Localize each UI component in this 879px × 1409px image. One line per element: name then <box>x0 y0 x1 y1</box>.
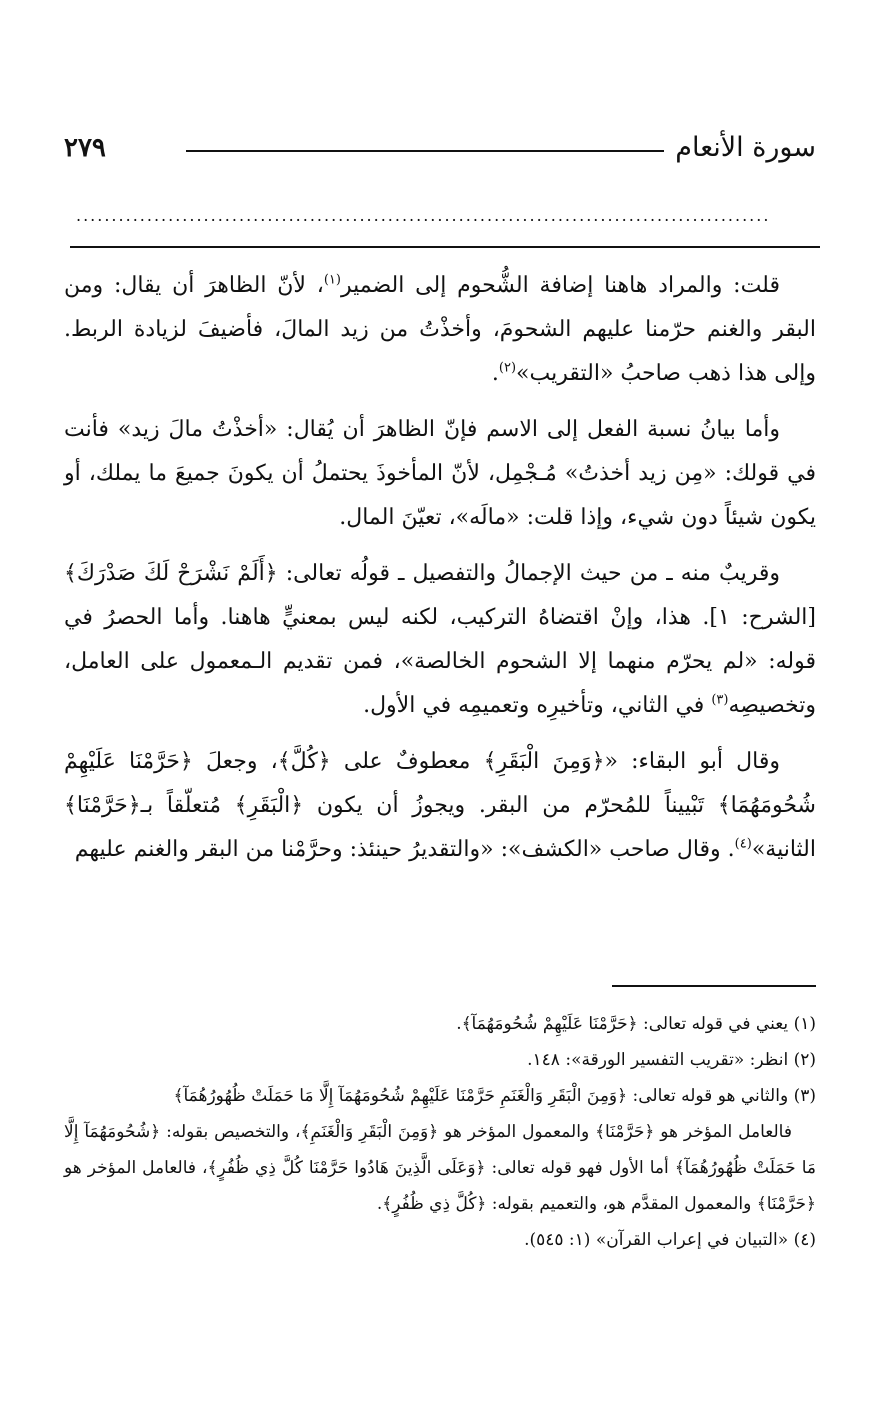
footnote-number: (١) <box>793 1014 816 1034</box>
footnote-text: «التبيان في إعراب القرآن» (١: ٥٤٥). <box>524 1230 789 1250</box>
paragraph-text: وقريبٌ منه ـ من حيث الإجمالُ والتفصيل ـ قولُه تعالى: ﴿أَلَمْ نَشْرَحْ لَكَ صَدْرَكَ﴾ [الشرح: ١]. هذا، وإنْ اقتضاهُ التركيب، لكنه ليس بمعنيٍّ هاهنا. وأما الحصرُ في قوله: «لم يحرّم منهما إلا الشحوم الخالصة»، فمن تقديم الـمعمول على العامل، وتخصيصِه <box>64 561 816 718</box>
footnote-text-continued: فالعامل المؤخر هو ﴿حَرَّمْنَا﴾ والمعمول المؤخر هو ﴿وَمِنَ الْبَقَرِ وَالْغَنَمِ﴾، والتخصيص بقوله: ﴿شُحُومَهُمَآ إِلَّا مَا حَمَلَتْ ظُهُورُهُمَآ﴾ أما الأول فهو قوله تعالى: ﴿وَعَلَى الَّذِينَ هَادُوا حَرَّمْنَا كُلَّ ذِي ظُفُرٍ﴾، فالعامل المؤخر هو ﴿حَرَّمْنَا﴾ والمعمول المقدَّم هو، والتعميم بقوله: ﴿كُلَّ ذِي ظُفُرٍ﴾. <box>64 1122 816 1214</box>
page-number: ٢٧٩ <box>64 133 106 163</box>
footnote-number: (٤) <box>793 1230 816 1250</box>
footnote-ref: (٤) <box>734 836 752 852</box>
paragraph-text: في الثاني، وتأخيرِه وتعميمِه في الأول. <box>363 693 712 718</box>
top-rule <box>70 246 820 248</box>
dotted-separator: .................................................................................................. <box>76 206 771 225</box>
running-header <box>64 128 816 168</box>
paragraph-1 <box>64 264 816 396</box>
paragraph-text: . وقال صاحب «الكشف»: «والتقديرُ حينئذ: وحرَّمْنا من البقر والغنم عليهم <box>74 837 735 862</box>
paragraph-text: ، لأنّ الظاهرَ أن يقال: ومن البقر والغنم حرّمنا عليهم الشحومَ، وأخذْتُ من زيد المالَ، فأضيفَ لزيادة الربط. وإلى هذا ذهب صاحبُ «التقريب» <box>64 273 816 386</box>
footnote-number: (٢) <box>793 1050 816 1070</box>
paragraph-2 <box>64 408 816 540</box>
header-rule <box>186 150 664 152</box>
main-text <box>64 264 816 884</box>
footnote-4 <box>64 1222 816 1258</box>
footnote-rule <box>612 985 816 987</box>
paragraph-text: قلت: والمراد هاهنا إضافة الشُّحوم إلى الضمير <box>340 273 780 298</box>
footnote-ref: (٣) <box>711 692 729 708</box>
footnote-1 <box>64 1006 816 1042</box>
footnote-text: انظر: «تقريب التفسير الورقة»: ١٤٨. <box>527 1050 789 1070</box>
surah-title: سورة الأنعام <box>675 132 816 163</box>
footnote-ref: (١) <box>323 272 341 288</box>
footnote-number: (٣) <box>793 1086 816 1106</box>
paragraph-text: . <box>491 361 499 386</box>
footnote-2 <box>64 1042 816 1078</box>
footnote-text: والثاني هو قوله تعالى: ﴿وَمِنَ الْبَقَرِ وَالْغَنَمِ حَرَّمْنَا عَلَيْهِمْ شُحُومَهُمَآ إِلَّا مَا حَمَلَتْ ظُهُورُهُمَآ﴾ <box>173 1086 789 1106</box>
footnote-3 <box>64 1078 816 1222</box>
paragraph-4 <box>64 740 816 872</box>
footnote-text: يعني في قوله تعالى: ﴿حَرَّمْنَا عَلَيْهِمْ شُحُومَهُمَآ﴾. <box>456 1014 789 1034</box>
footnote-ref: (٢) <box>498 360 517 376</box>
paragraph-3 <box>64 552 816 728</box>
footnotes <box>64 1006 816 1258</box>
paragraph-text: وأما بيانُ نسبة الفعل إلى الاسم فإنّ الظاهرَ أن يُقال: «أخذْتُ مالَ زيد» فأنت في قولك: «مِن زيد أخذتُ» مُـجْمِل، لأنّ المأخوذَ يحتملُ أن يكونَ جميعَ ما يملك، أو يكون شيئاً دون شيء، وإذا قلت: «مالَه»، تعيّنَ المال. <box>64 417 816 530</box>
paragraph-text: وقال أبو البقاء: «﴿وَمِنَ الْبَقَرِ﴾ معطوفٌ على ﴿كُلَّ﴾، وجعلَ ﴿حَرَّمْنَا عَلَيْهِمْ شُحُومَهُمَا﴾ تَبْييناً للمُحرّم من البقر. ويجوزُ أن يكون ﴿الْبَقَرِ﴾ مُتعلّقاً بـ﴿حَرَّمْنَا﴾ الثانية» <box>64 749 816 862</box>
